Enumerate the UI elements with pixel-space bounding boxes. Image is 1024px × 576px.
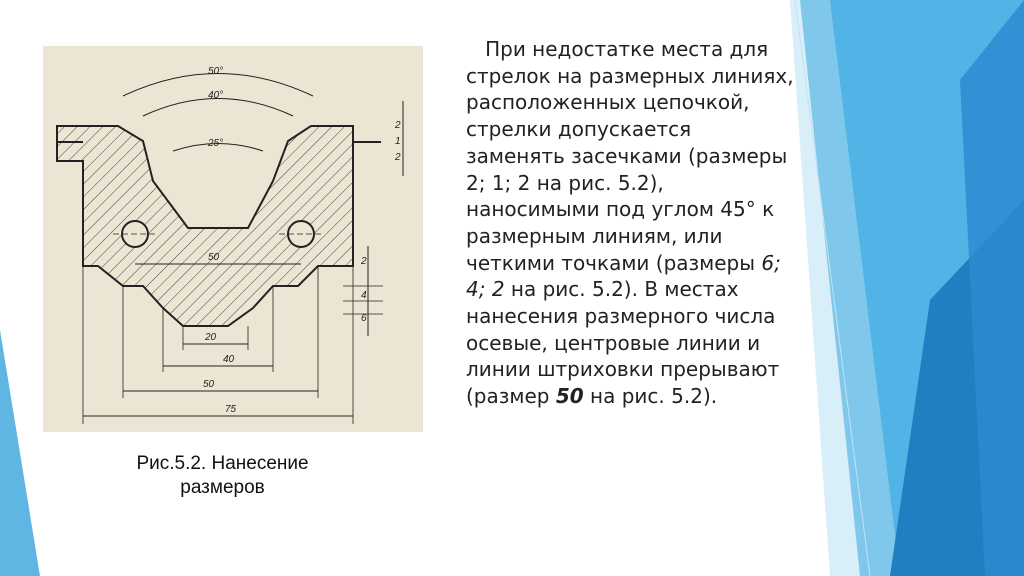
body-text <box>466 36 796 410</box>
dim-label: 40 <box>223 354 235 365</box>
dim-label: 6 <box>361 313 367 324</box>
body-text-segment: на рис. 5.2). В местах нанесения размерного числа осевые, центровые линии и линии штриховки прерывают (размер <box>466 277 780 409</box>
caption-line-2: размеров <box>180 477 265 498</box>
figure-caption <box>100 452 345 500</box>
dim-label: 50 <box>203 379 215 390</box>
dim-label: 2 <box>395 152 401 163</box>
body-text-segment: на рис. 5.2). <box>583 384 718 409</box>
dim-label: 40° <box>208 90 224 101</box>
body-text-bold-italic: 50 <box>555 384 584 409</box>
dim-label: 1 <box>395 136 401 147</box>
dim-label: 2 <box>361 256 367 267</box>
body-text-italic: 6; 4; 2 <box>466 250 781 302</box>
caption-line-1: Рис.5.2. Нанесение <box>136 453 309 474</box>
dim-label: 75 <box>225 404 237 415</box>
dim-label: 4 <box>361 290 367 301</box>
dim-label: 50 <box>208 252 220 263</box>
dim-label: 25° <box>208 138 224 149</box>
dim-label: 2 <box>395 120 401 131</box>
bg-shape-left <box>0 330 40 576</box>
dim-label: 20 <box>205 332 217 343</box>
body-text-segment: При недостатке места для стрелок на размерных линиях, расположенных цепочкой, стрелки допускается заменять засечками (размеры 2; 1; 2 на рис. 5.2), наносимыми под углом 45° к размерным линиям, или четкими точками (размеры <box>466 37 794 275</box>
body-paragraph <box>466 36 796 410</box>
dim-label: 50° <box>208 66 224 77</box>
technical-drawing <box>43 46 423 432</box>
